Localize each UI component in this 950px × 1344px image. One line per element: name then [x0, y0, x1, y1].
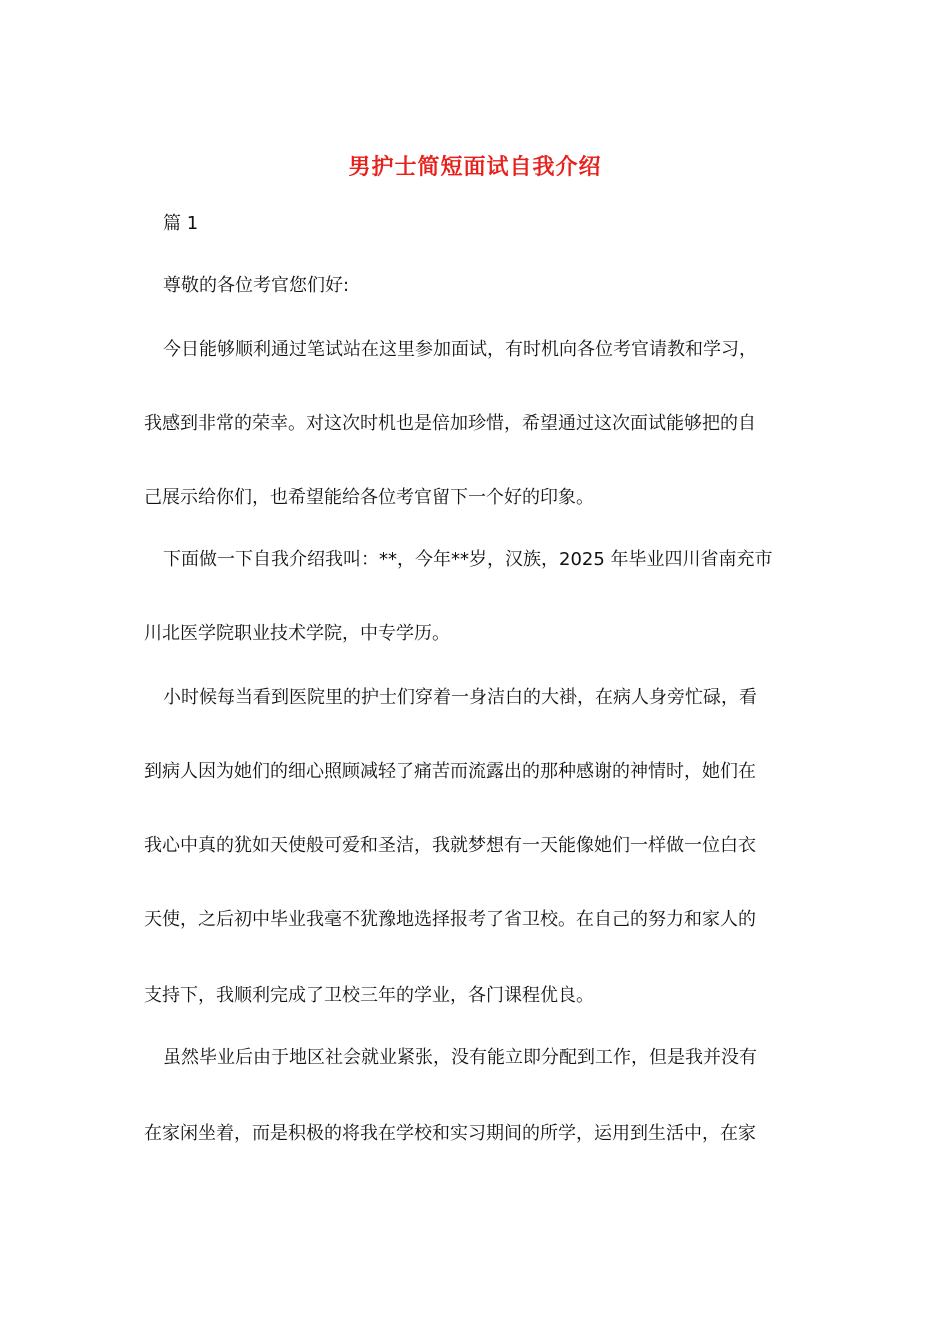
section-label: 篇 1 — [163, 213, 199, 234]
paragraph-line: 到病人因为她们的细心照顾减轻了痛苦而流露出的那种感谢的神情时，她们在 — [144, 761, 756, 782]
paragraph-line: 川北医学院职业技术学院，中专学历。 — [144, 623, 450, 644]
paragraph-line: 尊敬的各位考官您们好: — [163, 275, 350, 296]
paragraph-line: 下面做一下自我介绍我叫：**，今年**岁，汉族，2025 年毕业四川省南充市 — [163, 549, 773, 570]
paragraph-line: 虽然毕业后由于地区社会就业紧张，没有能立即分配到工作，但是我并没有 — [163, 1047, 757, 1068]
paragraph-line: 在家闲坐着，而是积极的将我在学校和实习期间的所学，运用到生活中，在家 — [144, 1123, 756, 1144]
paragraph-line: 小时候每当看到医院里的护士们穿着一身洁白的大褂，在病人身旁忙碌，看 — [163, 687, 757, 708]
paragraph-line: 支持下，我顺利完成了卫校三年的学业，各门课程优良。 — [144, 985, 594, 1006]
paragraph-line: 今日能够顺利通过笔试站在这里参加面试，有时机向各位考官请教和学习， — [163, 339, 757, 360]
paragraph-line: 我心中真的犹如天使般可爱和圣洁，我就梦想有一天能像她们一样做一位白衣 — [144, 835, 756, 856]
paragraph-line: 己展示给你们，也希望能给各位考官留下一个好的印象。 — [144, 487, 594, 508]
paragraph-line: 我感到非常的荣幸。对这次时机也是倍加珍惜，希望通过这次面试能够把的自 — [144, 413, 756, 434]
paragraph-line: 天使，之后初中毕业我毫不犹豫地选择报考了省卫校。在自己的努力和家人的 — [144, 909, 756, 930]
document-title: 男护士简短面试自我介绍 — [348, 154, 602, 180]
